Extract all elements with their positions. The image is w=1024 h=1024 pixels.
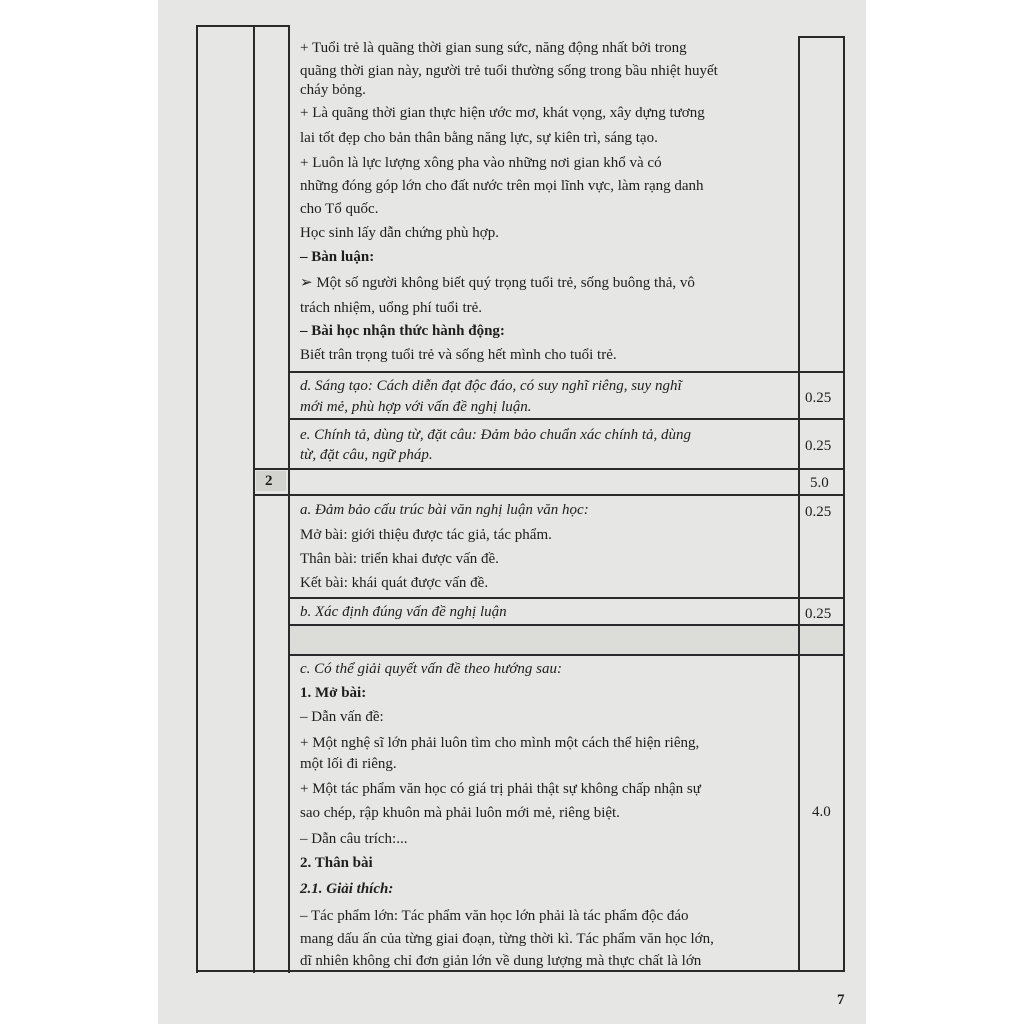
text-line: Thân bài: triển khai được vấn đề.: [300, 551, 499, 567]
text-line: – Dẫn vấn đề:: [300, 709, 384, 725]
table-border-right: [843, 36, 845, 972]
text-line: một lối đi riêng.: [300, 756, 397, 772]
text-line: quãng thời gian này, người trẻ tuổi thường sống trong bầu nhiệt huyết: [300, 63, 718, 79]
table-divider-col1: [253, 25, 255, 973]
text-line: + Là quãng thời gian thực hiện ước mơ, khát vọng, xây dựng tương: [300, 105, 705, 121]
row-divider: [288, 371, 845, 373]
text-line: – Tác phẩm lớn: Tác phẩm văn học lớn phải là tác phẩm độc đáo: [300, 908, 689, 924]
criterion-spelling: e. Chính tả, dùng từ, đặt câu: Đảm bảo chuẩn xác chính tả, dùng: [300, 427, 692, 443]
criterion-creativity: d. Sáng tạo: Cách diễn đạt độc đáo, có suy nghĩ riêng, suy nghĩ: [300, 378, 682, 394]
text-line: ➢ Một số người không biết quý trọng tuổi trẻ, sống buông thả, vô: [300, 275, 695, 291]
criterion-issue: b. Xác định đúng vấn đề nghị luận: [300, 604, 507, 620]
row-divider: [253, 494, 845, 496]
score-solution: 4.0: [812, 804, 831, 820]
criterion-solution: c. Có thể giải quyết vấn đề theo hướng sau:: [300, 661, 562, 677]
text-line: mang dấu ấn của từng giai đoạn, từng thời kì. Tác phẩm văn học lớn,: [300, 931, 714, 947]
text-line: sao chép, rập khuôn mà phải luôn mới mẻ, riêng biệt.: [300, 805, 620, 821]
criterion-creativity: mới mẻ, phù hợp với vấn đề nghị luận.: [300, 399, 532, 415]
discussion-heading: – Bàn luận:: [300, 249, 375, 265]
heading-explanation: 2.1. Giải thích:: [300, 881, 394, 897]
text-line: lai tốt đẹp cho bản thân bằng năng lực, sự kiên trì, sáng tạo.: [300, 130, 658, 146]
text-line: những đóng góp lớn cho đất nước trên mọi lĩnh vực, làm rạng danh: [300, 178, 704, 194]
score-spelling: 0.25: [805, 438, 832, 454]
text-line: Mở bài: giới thiệu được tác giả, tác phẩm.: [300, 527, 552, 543]
score-structure: 0.25: [805, 504, 832, 520]
text-line: trách nhiệm, uổng phí tuổi trẻ.: [300, 300, 483, 316]
blank-row: [290, 626, 843, 654]
table-divider-col2: [288, 25, 290, 973]
text-line: Biết trân trọng tuổi trẻ và sống hết mình cho tuổi trẻ.: [300, 347, 617, 363]
score-creativity: 0.25: [805, 390, 832, 406]
question-number: 2: [265, 473, 273, 489]
text-line: + Tuổi trẻ là quãng thời gian sung sức, năng động nhất bởi trong: [300, 40, 687, 56]
page-number: 7: [837, 992, 845, 1008]
score-column-top: [798, 36, 845, 38]
table-border-top: [196, 25, 290, 27]
row-divider: [253, 468, 845, 470]
row-divider: [288, 624, 845, 626]
row-divider: [288, 654, 845, 656]
table-divider-col3: [798, 36, 800, 972]
row-divider: [288, 597, 845, 599]
text-line: – Dẫn câu trích:...: [300, 831, 408, 847]
text-line: + Một tác phẩm văn học có giá trị phải thật sự không chấp nhận sự: [300, 781, 701, 797]
text-line: cho Tổ quốc.: [300, 201, 379, 217]
text-line: + Một nghệ sĩ lớn phải luôn tìm cho mình một cách thể hiện riêng,: [300, 735, 700, 751]
text-line: cháy bỏng.: [300, 82, 366, 98]
lesson-heading: – Bài học nhận thức hành động:: [300, 323, 505, 339]
table-border-left: [196, 25, 198, 973]
score-question2: 5.0: [810, 475, 829, 491]
criterion-spelling: từ, đặt câu, ngữ pháp.: [300, 447, 433, 463]
score-issue: 0.25: [805, 606, 832, 622]
text-line: dĩ nhiên không chỉ đơn giản lớn về dung lượng mà thực chất là lớn: [300, 953, 702, 969]
text-line: Kết bài: khái quát được vấn đề.: [300, 575, 489, 591]
text-line: + Luôn là lực lượng xông pha vào những nơi gian khổ và có: [300, 155, 662, 171]
heading-body: 2. Thân bài: [300, 855, 373, 871]
heading-intro: 1. Mở bài:: [300, 685, 367, 701]
criterion-structure: a. Đảm bảo cấu trúc bài văn nghị luận văn học:: [300, 502, 589, 518]
text-line: Học sinh lấy dẫn chứng phù hợp.: [300, 225, 499, 241]
